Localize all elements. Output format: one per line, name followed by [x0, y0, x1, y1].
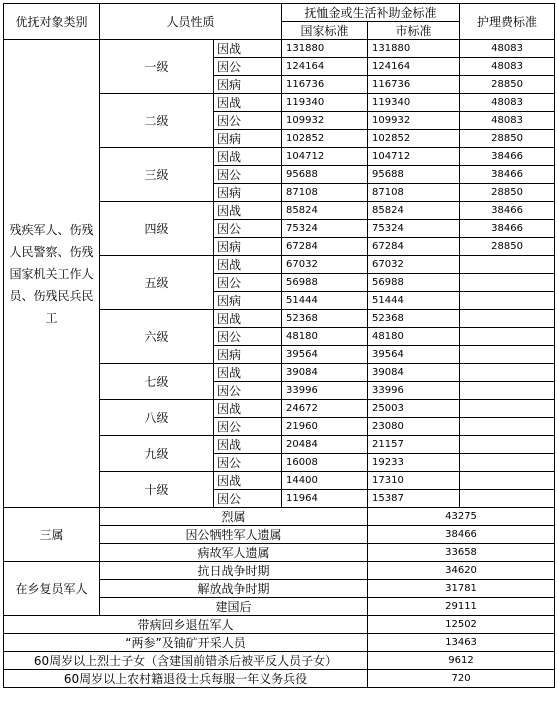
- category-header: 优抚对象类别: [4, 4, 100, 40]
- cause-label: 因公: [214, 274, 282, 292]
- city-standard-value: 87108: [368, 184, 460, 202]
- nursing-fee-value: 28850: [460, 184, 555, 202]
- cause-label: 因公: [214, 490, 282, 508]
- city-standard-value: 15387: [368, 490, 460, 508]
- city-standard-value: 116736: [368, 76, 460, 94]
- nursing-fee-value: [460, 364, 555, 382]
- level-label: 二级: [100, 94, 214, 148]
- nursing-fee-value: [460, 472, 555, 490]
- national-standard-value: 52368: [282, 310, 368, 328]
- nursing-fee-value: [460, 328, 555, 346]
- cause-label: 因公: [214, 58, 282, 76]
- national-standard-value: 95688: [282, 166, 368, 184]
- level-label: 六级: [100, 310, 214, 364]
- header-row: [4, 4, 555, 22]
- row-label: 病故军人遗属: [100, 544, 368, 562]
- row-label: 建国后: [100, 598, 368, 616]
- level-label: 五级: [100, 256, 214, 310]
- city-standard-value: 48180: [368, 328, 460, 346]
- cause-label: 因病: [214, 130, 282, 148]
- national-standard-value: 14400: [282, 472, 368, 490]
- city-standard-value: 131880: [368, 40, 460, 58]
- national-standard-value: 116736: [282, 76, 368, 94]
- cause-label: 因战: [214, 400, 282, 418]
- nursing-fee-value: 48083: [460, 94, 555, 112]
- row-value: 13463: [368, 634, 555, 652]
- city-standard-value: 33996: [368, 382, 460, 400]
- row-label: 解放战争时期: [100, 580, 368, 598]
- city-standard-value: 67032: [368, 256, 460, 274]
- cause-label: 因战: [214, 40, 282, 58]
- city-standard-value: 17310: [368, 472, 460, 490]
- row-label: 60周岁以上烈士子女（含建国前错杀后被平反人员子女）: [4, 652, 368, 670]
- national-standard-value: 39084: [282, 364, 368, 382]
- table-row: [4, 634, 555, 652]
- nursing-fee-value: 48083: [460, 58, 555, 76]
- city-standard-value: 21157: [368, 436, 460, 454]
- city-standard-value: 23080: [368, 418, 460, 436]
- national-standard-value: 11964: [282, 490, 368, 508]
- row-label: 60周岁以上农村籍退役士兵每服一年义务兵役: [4, 670, 368, 688]
- row-label: 抗日战争时期: [100, 562, 368, 580]
- national-standard-value: 21960: [282, 418, 368, 436]
- national-standard-value: 87108: [282, 184, 368, 202]
- city-standard-value: 109932: [368, 112, 460, 130]
- cause-label: 因战: [214, 472, 282, 490]
- city-standard-value: 75324: [368, 220, 460, 238]
- cause-label: 因病: [214, 346, 282, 364]
- level-label: 四级: [100, 202, 214, 256]
- city-standard-value: 67284: [368, 238, 460, 256]
- city-standard-value: 51444: [368, 292, 460, 310]
- row-label: 因公牺牲军人遗属: [100, 526, 368, 544]
- cause-label: 因公: [214, 220, 282, 238]
- level-label: 七级: [100, 364, 214, 400]
- national-standard-header: 国家标准: [282, 22, 368, 40]
- other-categories-body: [4, 508, 555, 688]
- pension-standards-table: [3, 3, 555, 688]
- city-standard-value: 124164: [368, 58, 460, 76]
- city-standard-value: 19233: [368, 454, 460, 472]
- nursing-fee-header: 护理费标准: [460, 4, 555, 40]
- veterans-label: 在乡复员军人: [4, 562, 100, 616]
- table-row: [4, 652, 555, 670]
- national-standard-value: 85824: [282, 202, 368, 220]
- nursing-fee-value: [460, 454, 555, 472]
- nursing-fee-value: 48083: [460, 112, 555, 130]
- national-standard-value: 56988: [282, 274, 368, 292]
- level-label: 八级: [100, 400, 214, 436]
- national-standard-value: 24672: [282, 400, 368, 418]
- row-value: 31781: [368, 580, 555, 598]
- national-standard-value: 48180: [282, 328, 368, 346]
- table-row: [4, 670, 555, 688]
- nursing-fee-value: [460, 310, 555, 328]
- cause-label: 因战: [214, 436, 282, 454]
- row-value: 12502: [368, 616, 555, 634]
- national-standard-value: 33996: [282, 382, 368, 400]
- nursing-fee-value: [460, 256, 555, 274]
- table-row: [4, 508, 555, 526]
- cause-label: 因战: [214, 148, 282, 166]
- personnel-nature-header: 人员性质: [100, 4, 282, 40]
- cause-label: 因病: [214, 238, 282, 256]
- nursing-fee-value: 28850: [460, 130, 555, 148]
- city-standard-value: 25003: [368, 400, 460, 418]
- cause-label: 因公: [214, 328, 282, 346]
- disabled-category-label: 残疾军人、伤残人民警察、伤残国家机关工作人员、伤残民兵民工: [4, 40, 100, 508]
- national-standard-value: 67032: [282, 256, 368, 274]
- nursing-fee-value: [460, 400, 555, 418]
- disabled-levels-body: [4, 40, 555, 508]
- row-label: 带病回乡退伍军人: [4, 616, 368, 634]
- table-row: [4, 562, 555, 580]
- cause-label: 因战: [214, 310, 282, 328]
- cause-label: 因病: [214, 76, 282, 94]
- row-value: 34620: [368, 562, 555, 580]
- table-row: [4, 616, 555, 634]
- cause-label: 因战: [214, 256, 282, 274]
- national-standard-value: 16008: [282, 454, 368, 472]
- national-standard-value: 75324: [282, 220, 368, 238]
- cause-label: 因病: [214, 184, 282, 202]
- national-standard-value: 102852: [282, 130, 368, 148]
- city-standard-value: 52368: [368, 310, 460, 328]
- row-label: 烈属: [100, 508, 368, 526]
- cause-label: 因战: [214, 94, 282, 112]
- cause-label: 因病: [214, 292, 282, 310]
- nursing-fee-value: [460, 418, 555, 436]
- cause-label: 因战: [214, 202, 282, 220]
- national-standard-value: 109932: [282, 112, 368, 130]
- nursing-fee-value: [460, 490, 555, 508]
- nursing-fee-value: [460, 346, 555, 364]
- level-label: 九级: [100, 436, 214, 472]
- cause-label: 因公: [214, 418, 282, 436]
- cause-label: 因公: [214, 112, 282, 130]
- row-value: 9612: [368, 652, 555, 670]
- cause-label: 因公: [214, 166, 282, 184]
- national-standard-value: 51444: [282, 292, 368, 310]
- national-standard-value: 20484: [282, 436, 368, 454]
- national-standard-value: 124164: [282, 58, 368, 76]
- row-value: 720: [368, 670, 555, 688]
- cause-label: 因公: [214, 382, 282, 400]
- nursing-fee-value: 28850: [460, 238, 555, 256]
- level-label: 一级: [100, 40, 214, 94]
- three-categories-label: 三属: [4, 508, 100, 562]
- city-standard-value: 56988: [368, 274, 460, 292]
- city-standard-value: 119340: [368, 94, 460, 112]
- city-standard-value: 85824: [368, 202, 460, 220]
- row-value: 38466: [368, 526, 555, 544]
- city-standard-value: 39564: [368, 346, 460, 364]
- city-standard-value: 104712: [368, 148, 460, 166]
- city-standard-value: 102852: [368, 130, 460, 148]
- nursing-fee-value: [460, 436, 555, 454]
- national-standard-value: 131880: [282, 40, 368, 58]
- cause-label: 因战: [214, 364, 282, 382]
- city-standard-value: 95688: [368, 166, 460, 184]
- city-standard-value: 39084: [368, 364, 460, 382]
- nursing-fee-value: 28850: [460, 76, 555, 94]
- level-label: 十级: [100, 472, 214, 508]
- row-label: “两参”及铀矿开采人员: [4, 634, 368, 652]
- table-row: [4, 40, 555, 58]
- row-value: 43275: [368, 508, 555, 526]
- nursing-fee-value: 38466: [460, 202, 555, 220]
- cause-label: 因公: [214, 454, 282, 472]
- city-standard-header: 市标准: [368, 22, 460, 40]
- nursing-fee-value: [460, 382, 555, 400]
- national-standard-value: 39564: [282, 346, 368, 364]
- nursing-fee-value: 48083: [460, 40, 555, 58]
- national-standard-value: 119340: [282, 94, 368, 112]
- nursing-fee-value: 38466: [460, 148, 555, 166]
- row-value: 33658: [368, 544, 555, 562]
- nursing-fee-value: [460, 292, 555, 310]
- pension-standard-header: 抚恤金或生活补助金标准: [282, 4, 460, 22]
- row-value: 29111: [368, 598, 555, 616]
- national-standard-value: 67284: [282, 238, 368, 256]
- national-standard-value: 104712: [282, 148, 368, 166]
- nursing-fee-value: [460, 274, 555, 292]
- nursing-fee-value: 38466: [460, 220, 555, 238]
- level-label: 三级: [100, 148, 214, 202]
- nursing-fee-value: 38466: [460, 166, 555, 184]
